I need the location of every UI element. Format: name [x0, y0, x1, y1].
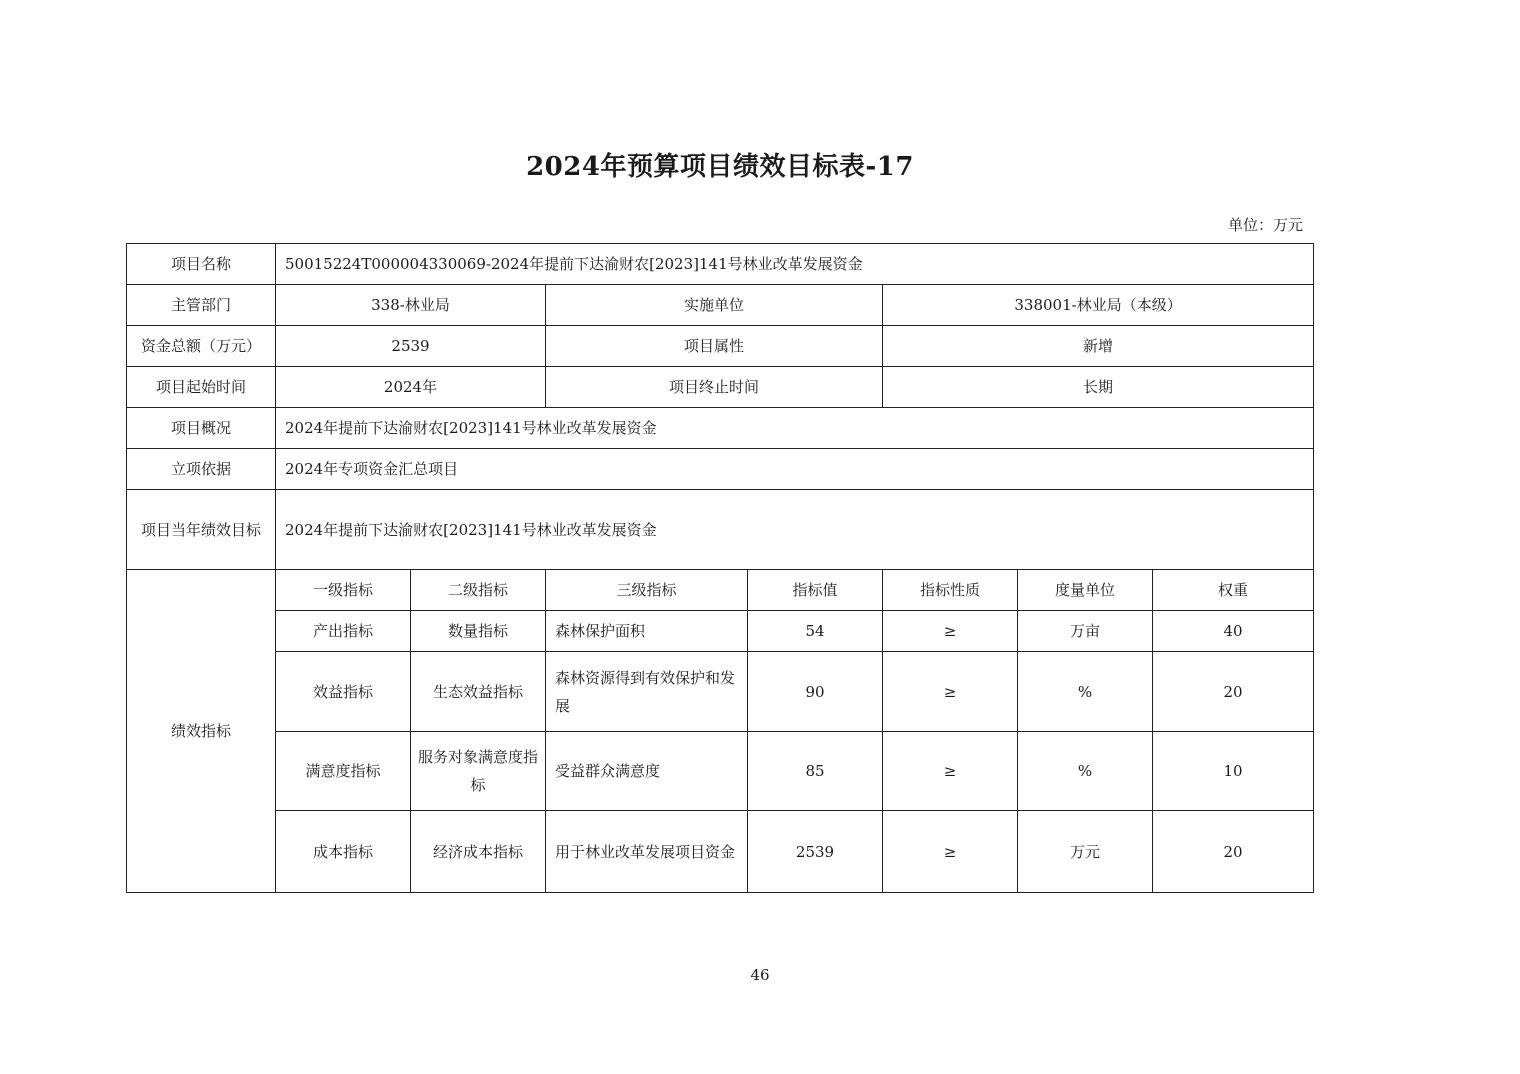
basis-value: 2024年专项资金汇总项目: [276, 449, 1314, 490]
value-cell: 90: [748, 652, 883, 732]
header-unit: 度量单位: [1018, 570, 1153, 611]
row-department: [127, 285, 1314, 326]
dept-label: 主管部门: [127, 285, 276, 326]
page-title: 2024年预算项目绩效目标表-17: [526, 152, 914, 182]
fund-value: 2539: [276, 326, 546, 367]
table-row: [127, 611, 1314, 652]
nature-cell: ≥: [883, 732, 1018, 811]
level3-cell: 用于林业改革发展项目资金: [546, 811, 748, 893]
performance-table: [126, 243, 1314, 893]
header-level2: 二级指标: [411, 570, 546, 611]
level3-cell: 森林保护面积: [546, 611, 748, 652]
impl-unit-label: 实施单位: [546, 285, 883, 326]
attr-label: 项目属性: [546, 326, 883, 367]
unit-cell: 万元: [1018, 811, 1153, 893]
header-nature: 指标性质: [883, 570, 1018, 611]
table-row: [127, 732, 1314, 811]
start-value: 2024年: [276, 367, 546, 408]
level3-cell: 受益群众满意度: [546, 732, 748, 811]
level1-cell: 效益指标: [276, 652, 411, 732]
unit-cell: %: [1018, 652, 1153, 732]
nature-cell: ≥: [883, 811, 1018, 893]
weight-cell: 20: [1153, 811, 1314, 893]
header-level3: 三级指标: [546, 570, 748, 611]
attr-value: 新增: [883, 326, 1314, 367]
impl-unit-value: 338001-林业局（本级）: [883, 285, 1314, 326]
indicator-section-label: 绩效指标: [127, 570, 276, 893]
row-time: [127, 367, 1314, 408]
indicator-header-row: [127, 570, 1314, 611]
end-value: 长期: [883, 367, 1314, 408]
nature-cell: ≥: [883, 652, 1018, 732]
level1-cell: 满意度指标: [276, 732, 411, 811]
nature-cell: ≥: [883, 611, 1018, 652]
basis-label: 立项依据: [127, 449, 276, 490]
weight-cell: 20: [1153, 652, 1314, 732]
weight-cell: 10: [1153, 732, 1314, 811]
level1-cell: 产出指标: [276, 611, 411, 652]
header-value: 指标值: [748, 570, 883, 611]
weight-cell: 40: [1153, 611, 1314, 652]
value-cell: 2539: [748, 811, 883, 893]
row-fund: [127, 326, 1314, 367]
project-name-value: 50015224T000004330069-2024年提前下达渝财农[2023]141号林业改革发展资金: [276, 244, 1314, 285]
dept-value: 338-林业局: [276, 285, 546, 326]
table-row: [127, 811, 1314, 893]
value-cell: 85: [748, 732, 883, 811]
header-weight: 权重: [1153, 570, 1314, 611]
unit-cell: 万亩: [1018, 611, 1153, 652]
row-overview: [127, 408, 1314, 449]
goal-label: 项目当年绩效目标: [127, 490, 276, 570]
goal-value: 2024年提前下达渝财农[2023]141号林业改革发展资金: [276, 490, 1314, 570]
level2-cell: 生态效益指标: [411, 652, 546, 732]
value-cell: 54: [748, 611, 883, 652]
level2-cell: 服务对象满意度指标: [411, 732, 546, 811]
page-number: 46: [750, 966, 770, 984]
row-goal: [127, 490, 1314, 570]
overview-label: 项目概况: [127, 408, 276, 449]
table-row: [127, 652, 1314, 732]
start-label: 项目起始时间: [127, 367, 276, 408]
level2-cell: 数量指标: [411, 611, 546, 652]
fund-label: 资金总额（万元）: [127, 326, 276, 367]
level2-cell: 经济成本指标: [411, 811, 546, 893]
row-basis: [127, 449, 1314, 490]
header-level1: 一级指标: [276, 570, 411, 611]
level1-cell: 成本指标: [276, 811, 411, 893]
unit-label: 单位：万元: [1227, 216, 1303, 234]
project-name-label: 项目名称: [127, 244, 276, 285]
level3-cell: 森林资源得到有效保护和发展: [546, 652, 748, 732]
overview-value: 2024年提前下达渝财农[2023]141号林业改革发展资金: [276, 408, 1314, 449]
unit-cell: %: [1018, 732, 1153, 811]
end-label: 项目终止时间: [546, 367, 883, 408]
row-project-name: [127, 244, 1314, 285]
